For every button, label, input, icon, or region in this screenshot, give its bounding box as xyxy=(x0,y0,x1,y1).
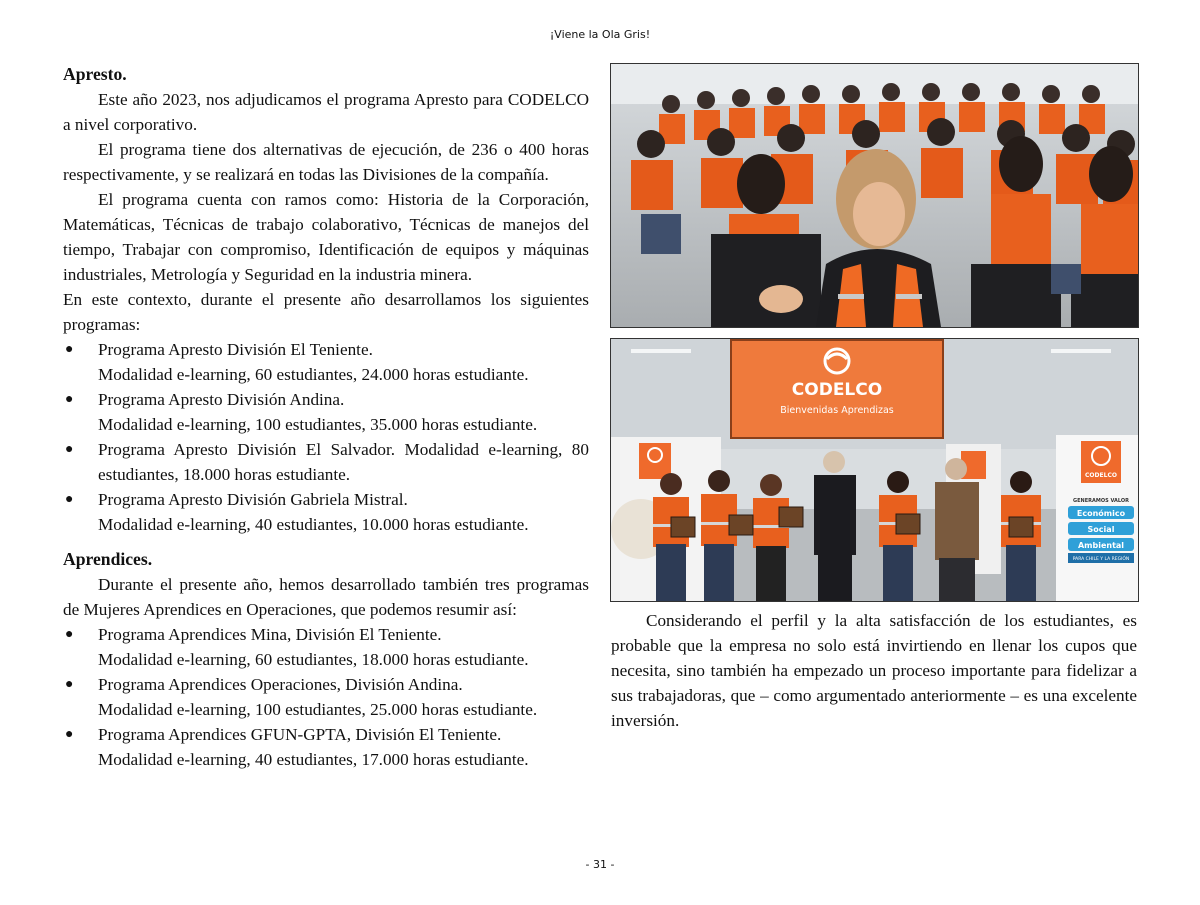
page-number: - 31 - xyxy=(585,858,615,871)
bullet-icon: ● xyxy=(65,627,74,642)
list-item: ● Programa Apresto División El Teniente. Modalidad e-learning, 60 estudiantes, 24.000 horas estudiante. xyxy=(63,337,589,387)
photo-audience-applauding xyxy=(610,63,1139,328)
bullet-icon: ● xyxy=(65,492,74,507)
aprendices-program-list xyxy=(63,622,589,772)
list-item: ● Programa Apresto División Gabriela Mistral. Modalidad e-learning, 40 estudiantes, 10.000 horas estudiante. xyxy=(63,487,589,537)
projection-screen xyxy=(731,340,943,438)
apresto-paragraph-4: En este contexto, durante el presente año desarrollamos los siguientes programas: xyxy=(63,290,589,334)
apresto-program-list xyxy=(63,337,589,537)
bullet-icon: ● xyxy=(65,342,74,357)
list-item: ● Programa Aprendices GFUN-GPTA, División El Teniente. Modalidad e-learning, 40 estudiantes, 17.000 horas estudiante. xyxy=(63,722,589,772)
apresto-paragraph-1: Este año 2023, nos adjudicamos el programa Apresto para CODELCO a nivel corporativo. xyxy=(63,90,589,134)
right-roll-up-banner xyxy=(1056,435,1138,601)
section-heading-aprendices: Aprendices. xyxy=(63,549,153,569)
list-item: ● Programa Apresto División El Salvador. Modalidad e-learning, 80 estudiantes, 18.000 horas estudiante. xyxy=(63,437,589,487)
list-item: ● Programa Aprendices Mina, División El Teniente. Modalidad e-learning, 60 estudiantes, 18.000 horas estudiante. xyxy=(63,622,589,672)
aprendices-paragraph-1: Durante el presente año, hemos desarrollado también tres programas de Mujeres Aprendices en Operaciones, que podemos resumir así: xyxy=(63,575,589,619)
list-item: ● Programa Aprendices Operaciones, División Andina. Modalidad e-learning, 100 estudiantes, 25.000 horas estudiante. xyxy=(63,672,589,722)
apresto-paragraph-3: El programa cuenta con ramos como: Historia de la Corporación, Matemáticas, Técnicas de trabajo colaborativo, Técnicas de manejos del tiempo, Trabajar con compromiso, Identificación de equipos y máquinas industriales, Metrología y Seguridad en la industria minera. xyxy=(63,190,589,284)
left-column xyxy=(63,62,589,772)
banner-value-3: Ambiental xyxy=(1077,541,1125,550)
apresto-paragraph-2: El programa tiene dos alternativas de ejecución, de 236 o 400 horas respectivamente, y se realizará en todas las Divisiones de la compañía. xyxy=(63,140,589,184)
photo-group-ceremony xyxy=(610,338,1139,602)
running-header: ¡Viene la Ola Gris! xyxy=(549,28,651,41)
bullet-icon: ● xyxy=(65,677,74,692)
bullet-icon: ● xyxy=(65,727,74,742)
list-item: ● Programa Apresto División Andina. Modalidad e-learning, 100 estudiantes, 35.000 horas estudiante. xyxy=(63,387,589,437)
bullet-icon: ● xyxy=(65,442,74,457)
banner-value-2: Social xyxy=(1087,525,1115,534)
screen-brand-text: CODELCO xyxy=(791,380,883,400)
section-heading-apresto: Apresto. xyxy=(63,64,127,84)
bullet-icon: ● xyxy=(65,392,74,407)
banner-footer-text: PARA CHILE Y LA REGIÓN xyxy=(1072,557,1130,562)
banner-value-1: Económico xyxy=(1076,509,1126,518)
banner-brand-text: CODELCO xyxy=(1085,472,1117,479)
banner-heading-text: GENERAMOS VALOR xyxy=(1073,498,1129,504)
screen-subtitle-text: Bienvenidas Aprendizas xyxy=(780,405,894,416)
closing-paragraph: Considerando el perfil y la alta satisfacción de los estudiantes, es probable que la empresa no solo está invirtiendo en llenar los cupos que necesita, sino también ha empezado un proceso importante para fidelizar a sus trabajadoras, que – como argumentado anteriormente – es una excelente inversión. xyxy=(611,611,1137,730)
